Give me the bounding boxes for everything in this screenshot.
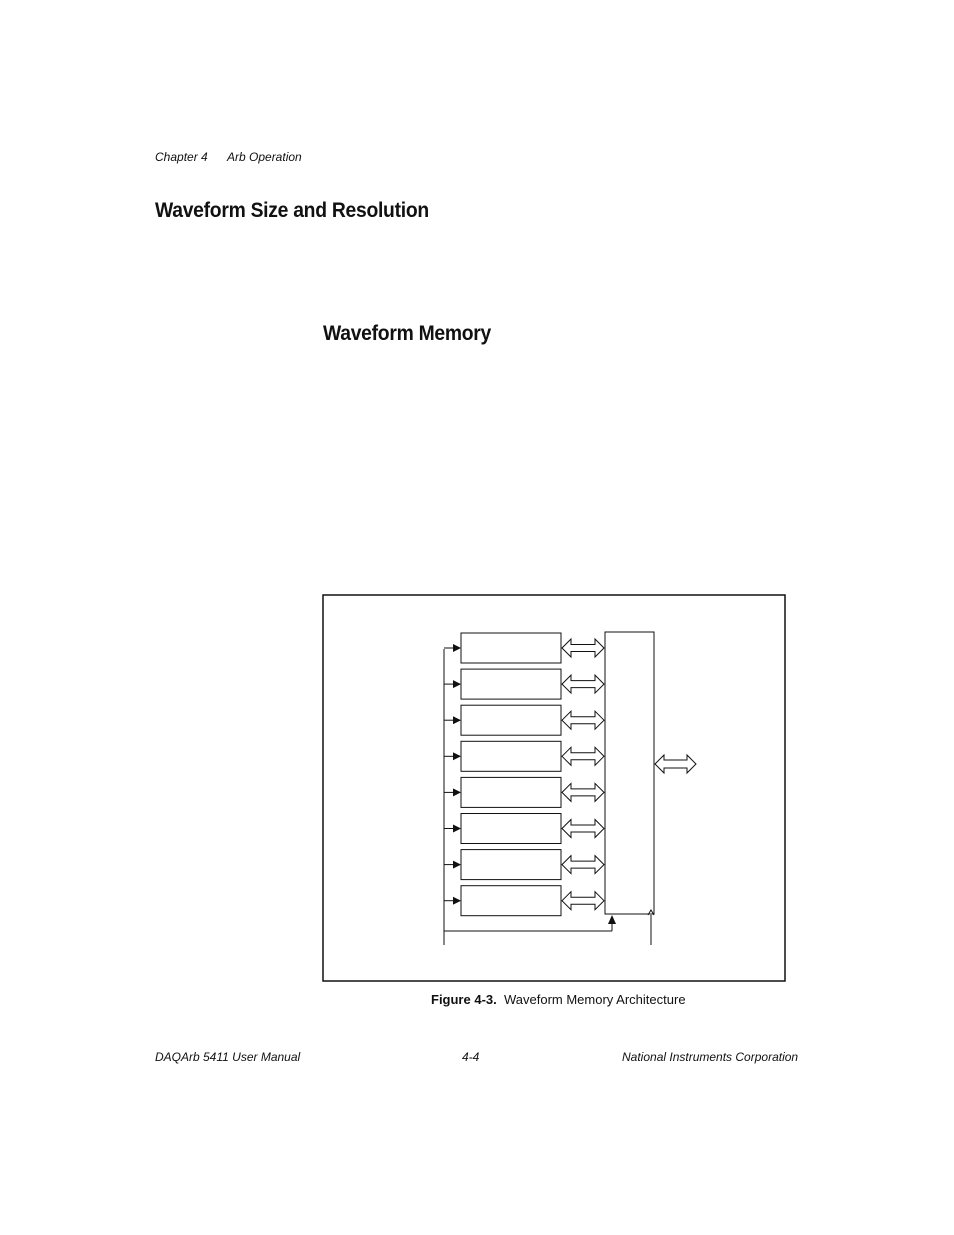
memory-bank-6 (461, 814, 561, 844)
bank-bus-arrow-6 (562, 820, 604, 838)
subsection-title: Waveform Memory (323, 322, 492, 345)
bank-bus-arrow-2 (562, 675, 604, 693)
bank-bus-arrow-1 (562, 639, 604, 657)
memory-bank-5 (461, 777, 561, 807)
output-bus-arrow (655, 755, 696, 773)
bank-bus-arrow-3 (562, 711, 604, 729)
figure-caption-label: Figure 4-3. (431, 992, 497, 1007)
bank-bus-arrow-8 (562, 892, 604, 910)
bank-bus-arrow-5 (562, 783, 604, 801)
multiplexer-block (605, 632, 654, 914)
memory-bank-1 (461, 633, 561, 663)
figure-frame (323, 595, 785, 981)
section-title: Waveform Size and Resolution (155, 199, 429, 222)
mux-select-arrow (608, 915, 616, 924)
bank-bus-arrow-7 (562, 856, 604, 874)
footer-manual: DAQArb 5411 User Manual (155, 1050, 301, 1064)
memory-bank-7 (461, 850, 561, 880)
running-header-section: Arb Operation (227, 150, 302, 164)
memory-bank-2 (461, 669, 561, 699)
figure-caption (431, 992, 686, 1007)
bank-bus-arrow-4 (562, 747, 604, 765)
waveform-memory-diagram (322, 594, 786, 982)
memory-bank-4 (461, 741, 561, 771)
footer-page-number: 4-4 (462, 1050, 480, 1064)
running-header-chapter: Chapter 4 (155, 150, 208, 164)
memory-bank-8 (461, 886, 561, 916)
memory-bank-3 (461, 705, 561, 735)
footer-company: National Instruments Corporation (622, 1050, 799, 1064)
figure-caption-text: Waveform Memory Architecture (503, 992, 686, 1007)
